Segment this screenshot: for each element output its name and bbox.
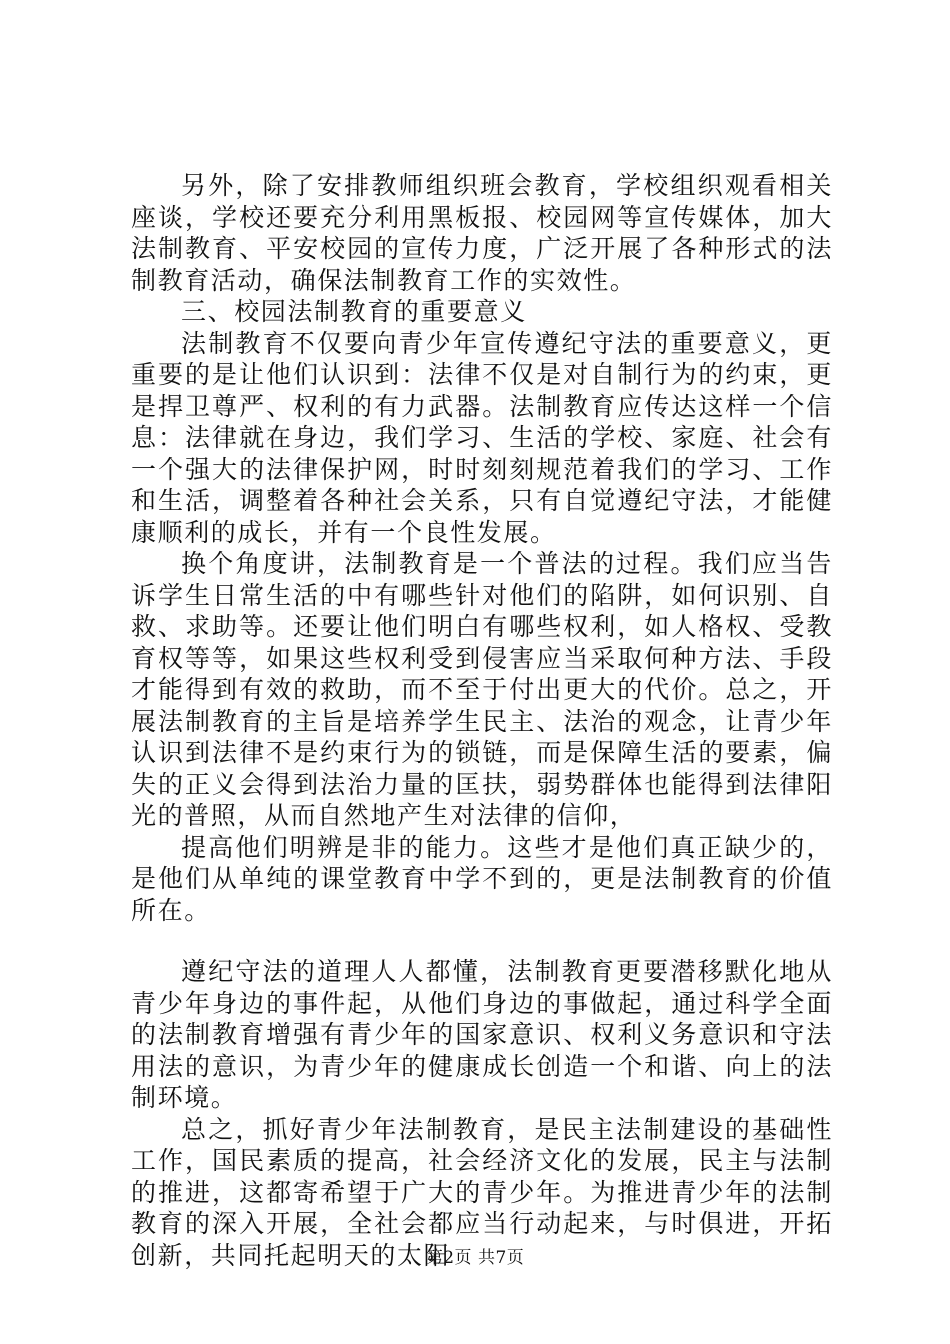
document-body bbox=[131, 170, 833, 1271]
paragraph-ability: 提高他们明辨是非的能力。这些才是他们真正缺少的，是他们从单纯的课堂教育中学不到的，更是法制教育的价值所在。 bbox=[131, 832, 833, 925]
section-heading-importance: 三、校园法制教育的重要意义 bbox=[181, 297, 527, 326]
paragraph-spacer bbox=[131, 926, 833, 956]
page-number-footer: 第2页 共7页 bbox=[425, 1248, 525, 1268]
paragraph-significance: 法制教育不仅要向青少年宣传遵纪守法的重要意义，更重要的是让他们认识到：法律不仅是对自制行为的约束，更是捍卫尊严、权利的有力武器。法制教育应传达这样一个信息：法律就在身边，我们学习、生活的学校、家庭、社会有一个强大的法律保护网，时时刻刻规范着我们的学习、工作和生活，调整着各种社会关系，只有自觉遵纪守法，才能健康顺利的成长，并有一个良性发展。 bbox=[131, 328, 833, 547]
paragraph-conclusion: 总之，抓好青少年法制教育，是民主法制建设的基础性工作，国民素质的提高，社会经济文化的发展，民主与法制的推进，这都寄希望于广大的青少年。为推进青少年的法制教育的深入开展，全社会都应当行动起来，与时俱进，开拓创新，共同托起明天的太阳 bbox=[131, 1114, 833, 1270]
paragraph-law-abiding: 遵纪守法的道理人人都懂，法制教育更要潜移默化地从青少年身边的事件起，从他们身边的事做起，通过科学全面的法制教育增强有青少年的国家意识、权利义务意识和守法用法的意识，为青少年的健康成长创造一个和谐、向上的法制环境。 bbox=[131, 957, 833, 1112]
paragraph-perspective: 换个角度讲，法制教育是一个普法的过程。我们应当告诉学生日常生活的中有哪些针对他们的陷阱，如何识别、自救、求助等。还要让他们明白有哪些权利，如人格权、受教育权等等，如果这些权利受到侵害应当采取何种方法、手段才能得到有效的救助，而不至于付出更大的代价。总之，开展法制教育的主旨是培养学生民主、法治的观念，让青少年认识到法律不是约束行为的锁链，而是保障生活的要素，偏失的正义会得到法治力量的匡扶，弱势群体也能得到法律阳光的普照，从而自然地产生对法律的信仰， bbox=[131, 549, 833, 830]
paragraph-publicity: 另外，除了安排教师组织班会教育，学校组织观看相关座谈，学校还要充分利用黑板报、校园网等宣传媒体，加大法制教育、平安校园的宣传力度，广泛开展了各种形式的法制教育活动，确保法制教育工作的实效性。 bbox=[131, 171, 833, 295]
